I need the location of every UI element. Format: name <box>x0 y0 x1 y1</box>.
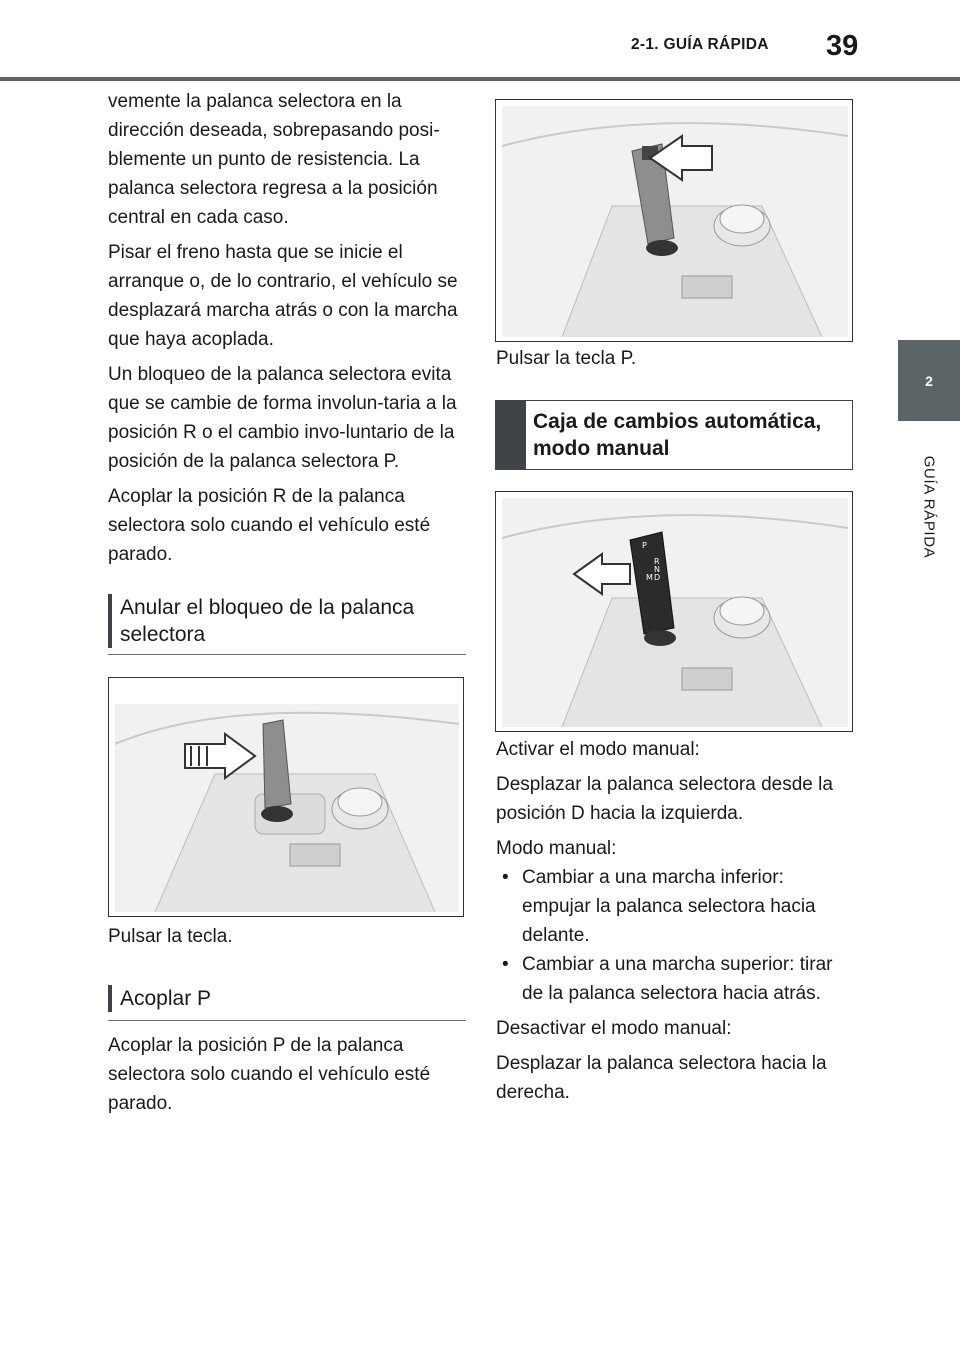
chapter-tab <box>898 340 960 421</box>
heading-bar <box>496 401 526 469</box>
header-rule <box>0 77 960 81</box>
paragraph: Desactivar el modo manual: <box>496 1018 732 1039</box>
heading-park-text: Acoplar P <box>120 987 212 1010</box>
paragraph-park: Acoplar la posición P de la palanca selectora solo cuando el vehículo esté parado. <box>108 1035 431 1114</box>
gear-lever-illustration <box>502 106 848 337</box>
lever-letter: D <box>654 573 661 582</box>
caption-unlock: Pulsar la tecla. <box>108 926 233 947</box>
heading-park <box>108 985 460 1012</box>
paragraph: Activar el modo manual: <box>496 739 700 760</box>
chapter-label-text: GUÍA RÁPIDA <box>920 455 938 559</box>
heading-rule <box>108 654 466 655</box>
gear-lever-illustration <box>115 684 459 912</box>
paragraph: vemente la palanca selectora en la dirección deseada, sobrepasando posi-blemente un punto de resistencia. La palanca selectora regresa a la posición central en cada caso. <box>108 91 440 228</box>
column-right-text <box>496 735 856 1107</box>
lever-letter: R <box>654 557 660 566</box>
heading-rule <box>108 1020 466 1021</box>
section-title: 2-1. GUÍA RÁPIDA <box>631 36 769 53</box>
bullet-item: • Cambiar a una marcha inferior: empujar la palanca selectora hacia delante. <box>496 863 856 950</box>
heading-automatic-manual <box>495 400 853 470</box>
paragraph: Desplazar la palanca selectora desde la posición D hacia la izquierda. <box>496 774 833 824</box>
gear-lever-illustration <box>502 498 848 727</box>
paragraph: Modo manual: <box>496 838 617 859</box>
heading-unlock <box>108 594 460 648</box>
figure-unlock-button <box>108 677 464 917</box>
lever-letter: P <box>642 541 647 550</box>
lever-letter: N <box>654 565 660 574</box>
page-number: 39 <box>826 30 859 62</box>
column-left-text <box>108 87 466 569</box>
heading-unlock-text: Anular el bloqueo de la palanca selectora <box>120 596 415 646</box>
figure-p-key <box>495 99 853 342</box>
lever-letter: M <box>646 573 653 582</box>
bullet-item: • Cambiar a una marcha superior: tirar de la palanca selectora hacia atrás. <box>496 950 856 1008</box>
paragraph: Acoplar la posición R de la palanca selectora solo cuando el vehículo esté parado. <box>108 486 431 565</box>
chapter-number: 2 <box>925 372 933 389</box>
paragraph: Pisar el freno hasta que se inicie el arranque o, de lo contrario, el vehículo se desplazará marcha atrás o con la marcha que haya acoplada. <box>108 242 458 350</box>
caption-p: Pulsar la tecla P. <box>496 348 637 369</box>
chapter-label <box>898 437 960 577</box>
paragraph: Un bloqueo de la palanca selectora evita que se cambie de forma involun-taria a la posición R o el cambio invo-luntario de la posición de la palanca selectora P. <box>108 364 457 472</box>
heading-automatic-manual-text: Caja de cambios automática, modo manual <box>533 410 822 460</box>
paragraph: Desplazar la palanca selectora hacia la derecha. <box>496 1053 827 1103</box>
figure-manual-mode <box>495 491 853 732</box>
